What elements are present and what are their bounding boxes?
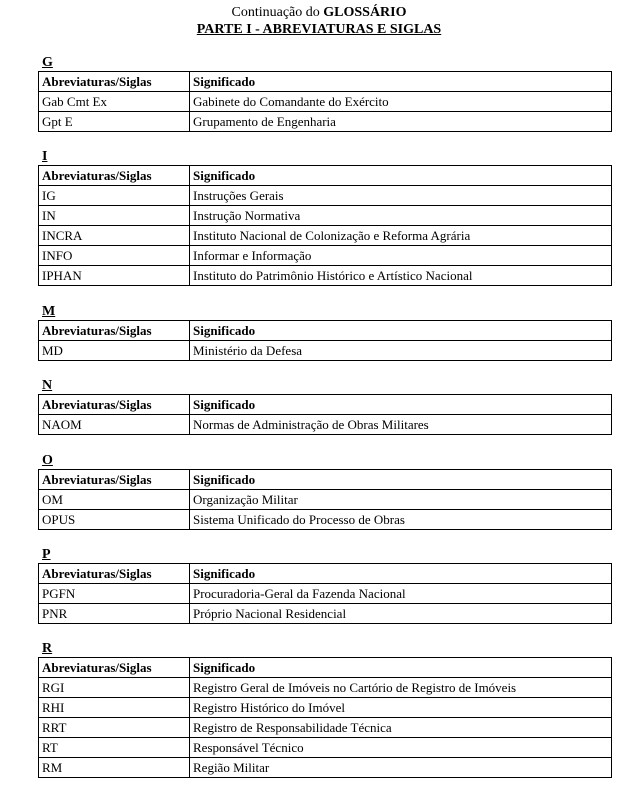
- abbreviation-cell: Gab Cmt Ex: [39, 92, 190, 112]
- meaning-cell: Próprio Nacional Residencial: [190, 604, 612, 624]
- meaning-cell: Região Militar: [190, 758, 612, 778]
- table-row: [39, 92, 612, 112]
- meaning-cell: Informar e Informação: [190, 246, 612, 266]
- header-meaning: Significado: [190, 658, 612, 678]
- abbreviation-cell: IPHAN: [39, 266, 190, 286]
- meaning-cell: Procuradoria-Geral da Fazenda Nacional: [190, 584, 612, 604]
- header-abbreviation: Abreviaturas/Siglas: [39, 564, 190, 584]
- table-row: [39, 246, 612, 266]
- abbreviation-cell: INCRA: [39, 226, 190, 246]
- meaning-cell: Registro Geral de Imóveis no Cartório de Registro de Imóveis: [190, 678, 612, 698]
- table-row: [39, 266, 612, 286]
- header-abbreviation: Abreviaturas/Siglas: [39, 72, 190, 92]
- abbreviation-cell: Gpt E: [39, 112, 190, 132]
- glossary-table: [38, 320, 612, 361]
- abbreviation-cell: RM: [39, 758, 190, 778]
- abbreviation-cell: NAOM: [39, 415, 190, 435]
- table-row: [39, 604, 612, 624]
- table-header-row: [39, 658, 612, 678]
- table-row: [39, 738, 612, 758]
- header-meaning: Significado: [190, 564, 612, 584]
- header-meaning: Significado: [190, 72, 612, 92]
- table-row: [39, 584, 612, 604]
- table-row: [39, 490, 612, 510]
- abbreviation-cell: INFO: [39, 246, 190, 266]
- header-meaning: Significado: [190, 321, 612, 341]
- glossary-table: [38, 469, 612, 530]
- section-letter: M: [42, 304, 56, 319]
- abbreviation-cell: PGFN: [39, 584, 190, 604]
- table-row: [39, 341, 612, 361]
- title-line: [0, 4, 638, 21]
- glossary-table: [38, 71, 612, 132]
- abbreviation-cell: IN: [39, 206, 190, 226]
- table-row: [39, 698, 612, 718]
- table-header-row: [39, 72, 612, 92]
- table-header-row: [39, 564, 612, 584]
- meaning-cell: Registro de Responsabilidade Técnica: [190, 718, 612, 738]
- abbreviation-cell: RHI: [39, 698, 190, 718]
- header-meaning: Significado: [190, 395, 612, 415]
- table-row: [39, 206, 612, 226]
- abbreviation-cell: OM: [39, 490, 190, 510]
- header-abbreviation: Abreviaturas/Siglas: [39, 658, 190, 678]
- document-title: [0, 4, 638, 38]
- meaning-cell: Instrução Normativa: [190, 206, 612, 226]
- header-meaning: Significado: [190, 470, 612, 490]
- section-i: [38, 149, 612, 286]
- abbreviation-cell: OPUS: [39, 510, 190, 530]
- meaning-cell: Organização Militar: [190, 490, 612, 510]
- table-row: [39, 718, 612, 738]
- meaning-cell: Instituto do Patrimônio Histórico e Artístico Nacional: [190, 266, 612, 286]
- section-o: [38, 453, 612, 530]
- section-p: [38, 547, 612, 624]
- section-letter: O: [42, 453, 53, 468]
- header-abbreviation: Abreviaturas/Siglas: [39, 166, 190, 186]
- section-n: [38, 378, 612, 435]
- section-letter: G: [42, 55, 53, 70]
- section-r: [38, 641, 612, 778]
- table-header-row: [39, 470, 612, 490]
- header-meaning: Significado: [190, 166, 612, 186]
- section-g: [38, 55, 612, 132]
- meaning-cell: Instruções Gerais: [190, 186, 612, 206]
- table-row: [39, 510, 612, 530]
- title-prefix: Continuação do: [231, 5, 320, 20]
- document-subtitle: PARTE I - ABREVIATURAS E SIGLAS: [196, 22, 442, 37]
- abbreviation-cell: MD: [39, 341, 190, 361]
- glossary-table: [38, 657, 612, 778]
- meaning-cell: Gabinete do Comandante do Exército: [190, 92, 612, 112]
- header-abbreviation: Abreviaturas/Siglas: [39, 470, 190, 490]
- meaning-cell: Registro Histórico do Imóvel: [190, 698, 612, 718]
- table-row: [39, 415, 612, 435]
- glossary-table: [38, 563, 612, 624]
- section-letter: I: [42, 149, 48, 164]
- abbreviation-cell: RRT: [39, 718, 190, 738]
- header-abbreviation: Abreviaturas/Siglas: [39, 321, 190, 341]
- meaning-cell: Instituto Nacional de Colonização e Reforma Agrária: [190, 226, 612, 246]
- abbreviation-cell: PNR: [39, 604, 190, 624]
- meaning-cell: Normas de Administração de Obras Militares: [190, 415, 612, 435]
- abbreviation-cell: RT: [39, 738, 190, 758]
- table-header-row: [39, 166, 612, 186]
- section-m: [38, 304, 612, 361]
- header-abbreviation: Abreviaturas/Siglas: [39, 395, 190, 415]
- meaning-cell: Ministério da Defesa: [190, 341, 612, 361]
- glossary-table: [38, 165, 612, 286]
- glossary-table: [38, 394, 612, 435]
- section-letter: P: [42, 547, 51, 562]
- title-emphasis: GLOSSÁRIO: [323, 5, 407, 20]
- section-letter: N: [42, 378, 53, 393]
- table-header-row: [39, 321, 612, 341]
- abbreviation-cell: IG: [39, 186, 190, 206]
- meaning-cell: Sistema Unificado do Processo de Obras: [190, 510, 612, 530]
- meaning-cell: Responsável Técnico: [190, 738, 612, 758]
- table-row: [39, 112, 612, 132]
- section-letter: R: [42, 641, 53, 656]
- table-row: [39, 186, 612, 206]
- table-row: [39, 678, 612, 698]
- table-row: [39, 758, 612, 778]
- abbreviation-cell: RGI: [39, 678, 190, 698]
- meaning-cell: Grupamento de Engenharia: [190, 112, 612, 132]
- table-row: [39, 226, 612, 246]
- table-header-row: [39, 395, 612, 415]
